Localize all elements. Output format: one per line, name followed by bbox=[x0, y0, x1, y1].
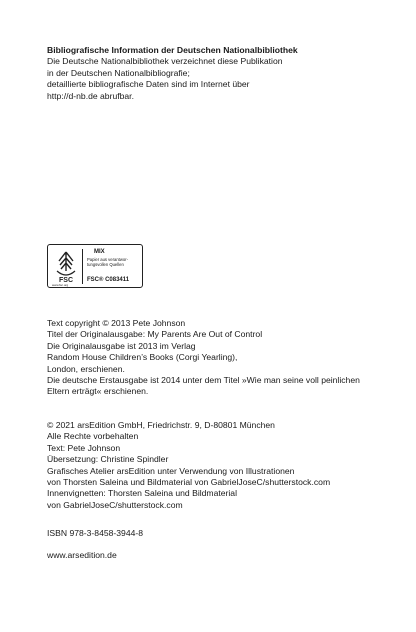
credits-line: Innenvignetten: Thorsten Saleina und Bildmaterial bbox=[47, 488, 237, 499]
fsc-description-line: Papier aus verantwor- bbox=[87, 257, 128, 262]
original-line: Text copyright © 2013 Pete Johnson bbox=[47, 318, 186, 328]
fsc-url: www.fsc.org bbox=[52, 283, 69, 287]
original-edition-info bbox=[47, 318, 407, 398]
bibliographic-line: detaillierte bibliografische Daten sind im Internet über bbox=[47, 79, 250, 90]
fsc-logo-text: FSC bbox=[59, 277, 73, 284]
bibliographic-line: Die Deutsche Nationalbibliothek verzeichnet diese Publikation bbox=[47, 56, 283, 67]
original-line: London, erschienen. bbox=[47, 363, 125, 374]
bibliographic-information bbox=[47, 45, 407, 102]
original-line: Die deutsche Erstausgabe ist 2014 unter dem Titel »Wie man seine voll peinlichen bbox=[47, 375, 360, 386]
isbn-block bbox=[47, 528, 407, 539]
credits-line: Grafisches Atelier arsEdition unter Verwendung von Illustrationen bbox=[47, 465, 295, 476]
fsc-tree-logo-icon bbox=[53, 249, 79, 285]
original-line: Random House Children’s Books (Corgi Yearling), bbox=[47, 352, 238, 363]
original-line: Titel der Originalausgabe: My Parents Are Out of Control bbox=[47, 329, 263, 340]
credits-line: © 2021 arsEdition GmbH, Friedrichstr. 9, D-80801 München bbox=[47, 420, 275, 430]
fsc-license-code: FSC® C083411 bbox=[87, 277, 130, 283]
bibliographic-line: http://d-nb.de abrufbar. bbox=[47, 90, 134, 101]
original-line: Eltern erträgt« erschienen. bbox=[47, 386, 149, 397]
bibliographic-line: in der Deutschen Nationalbibliografie; bbox=[47, 67, 190, 78]
website-block bbox=[47, 550, 407, 561]
credits-line: von Thorsten Saleina und Bildmaterial von GabrielJoseC/shutterstock.com bbox=[47, 477, 331, 488]
fsc-description-line: tungsvollen Quellen bbox=[87, 262, 124, 267]
isbn-number: ISBN 978-3-8458-3944-8 bbox=[47, 528, 144, 538]
bibliographic-heading: Bibliografische Information der Deutschen Nationalbibliothek bbox=[47, 45, 298, 55]
credits-line: von GabrielJoseC/shutterstock.com bbox=[47, 499, 183, 510]
credits-line: Übersetzung: Christine Spindler bbox=[47, 454, 169, 465]
publisher-credits bbox=[47, 420, 407, 511]
original-line: Die Originalausgabe ist 2013 im Verlag bbox=[47, 340, 196, 351]
fsc-description bbox=[87, 257, 141, 267]
fsc-divider bbox=[82, 249, 83, 284]
fsc-mix-label: MIX bbox=[94, 249, 105, 255]
publisher-website: www.arsedition.de bbox=[47, 550, 117, 560]
credits-line: Text: Pete Johnson bbox=[47, 442, 121, 453]
fsc-label bbox=[47, 244, 143, 288]
credits-line: Alle Rechte vorbehalten bbox=[47, 431, 139, 442]
